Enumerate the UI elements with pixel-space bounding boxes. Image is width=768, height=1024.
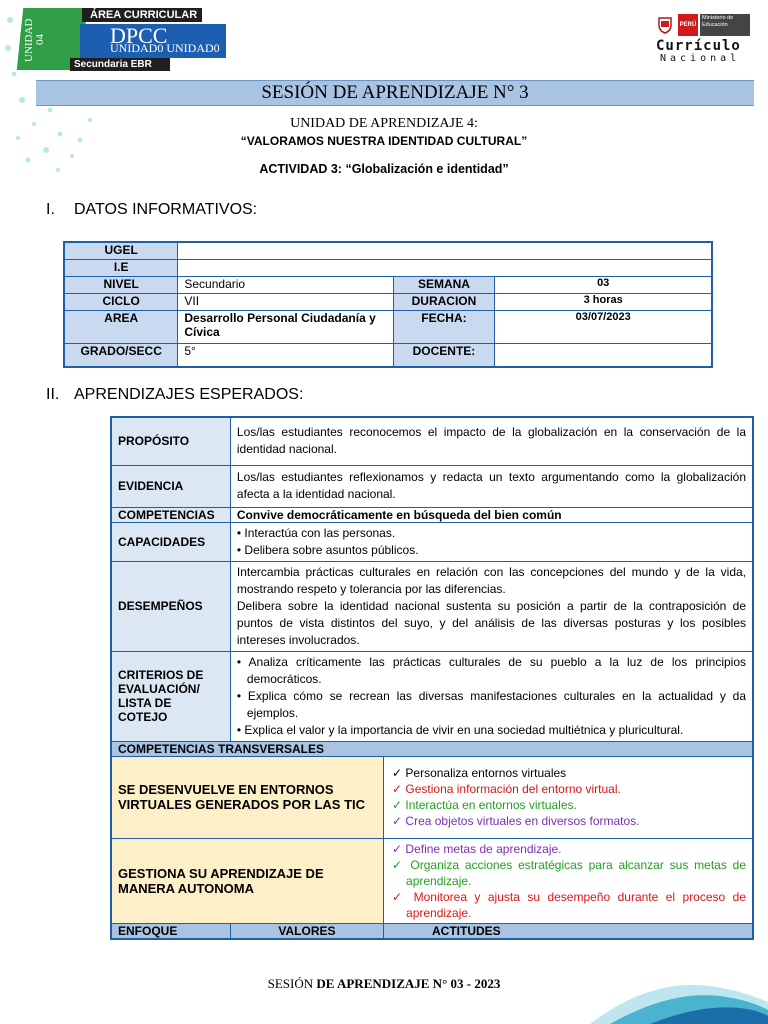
table-row [64,242,712,260]
table-row [111,651,753,741]
checklist-text: Monitorea y ajusta su desempeño durante el proceso de aprendizaje. [406,889,746,920]
criterios-list [230,651,753,741]
footer-prefix: SESIÓN [267,976,314,991]
semana-value: 03 [495,277,712,294]
desempenos-text [230,561,753,651]
section-aprendizajes-heading [46,386,303,404]
curriculo-logo-text: Currículo [656,38,741,54]
table-row [64,311,712,344]
ministerio-label: Ministerio de Educación [700,14,750,36]
table-row [64,344,712,368]
ie-label: I.E [64,260,178,277]
check-icon: ✓ [392,798,406,812]
checklist-text: Organiza acciones estratégicas para alcanzar sus metas de aprendizaje. [406,857,746,888]
ugel-label: UGEL [64,242,178,260]
table-row [111,741,753,756]
table-row [111,923,753,939]
proposito-text: Los/las estudiantes reconocemos el impacto de la globalización en la conservación de la identidad nacional. [230,417,753,465]
check-icon: ✓ [392,857,411,872]
fecha-label: FECHA: [393,311,495,344]
fecha-value: 03/07/2023 [495,311,712,344]
list-item: Intercambia prácticas culturales en relación con las concepciones del mundo y de la vida, mostrando respeto y tolerancia por las diferencias. [236,564,746,596]
page-title: SESIÓN DE APRENDIZAJE N° 3 [36,80,754,106]
checklist-item [390,797,746,813]
checklist-item [390,765,746,781]
footer-title: DE APRENDIZAJE N° 03 - 2023 [316,976,501,991]
area-value: Desarrollo Personal Ciudadanía y Cívica [178,311,393,344]
desempenos-label: DESEMPEÑOS [111,561,230,651]
table-row [111,756,753,838]
ciclo-label: CICLO [64,294,178,311]
duracion-label: DURACION [393,294,495,311]
gestiona-list [384,838,753,923]
transversales-band: COMPETENCIAS TRANSVERSALES [111,741,753,756]
unidad-name: “VALORAMOS NUESTRA IDENTIDAD CULTURAL” [240,134,528,148]
checklist-item [390,857,746,889]
table-row [111,561,753,651]
datos-table [63,241,713,368]
list-item: Delibera sobre la identidad nacional sustenta su posición a partir de la contraposición de puntos de vista distintos del suyo, y del análisis de las diversas posturas y los posibles intereses involucrados. [236,598,746,647]
capacidades-label: CAPACIDADES [111,522,230,561]
section-title: DATOS INFORMATIVOS: [74,201,258,218]
check-icon: ✓ [392,782,406,796]
competencias-label: COMPETENCIAS [111,507,230,522]
evidencia-label: EVIDENCIA [111,465,230,507]
checklist-item [390,841,746,857]
checklist-item [390,889,746,921]
docente-value[interactable] [495,344,712,368]
list-item: • Explica el valor y la importancia de vivir en una sociedad multiétnica y pluricultural. [236,722,684,737]
nacional-logo-text: Nacional [660,53,741,64]
table-row [64,277,712,294]
ie-value[interactable] [178,260,712,277]
semana-label: SEMANA [393,277,495,294]
table-row [64,260,712,277]
check-icon: ✓ [392,766,406,780]
table-row [111,507,753,522]
list-item: • Delibera sobre asuntos públicos. [236,542,419,557]
proposito-label: PROPÓSITO [111,417,230,465]
checklist-text: Personaliza entornos virtuales [405,766,567,780]
checklist-item [390,813,746,829]
peru-label: PERÚ [678,14,698,36]
table-row [111,838,753,923]
decorative-wave [590,968,768,1024]
capacidades-list [230,522,753,561]
table-row [111,522,753,561]
competencias-text: Convive democráticamente en búsqueda del bien común [230,507,753,522]
table-row [111,465,753,507]
duracion-value: 3 horas [495,294,712,311]
unidad-heading: UNIDAD DE APRENDIZAJE 4: [290,116,478,131]
list-item: • Interactúa con las personas. [236,525,396,540]
table-row [111,417,753,465]
grado-label: GRADO/SECC [64,344,178,368]
tic-label: SE DESENVUELVE EN ENTORNOS VIRTUALES GENERADOS POR LAS TIC [111,756,384,838]
docente-label: DOCENTE: [393,344,495,368]
secundaria-label: Secundaria EBR [70,58,170,71]
tic-list [384,756,753,838]
dpcc-title: DPCC [110,23,168,48]
check-icon: ✓ [392,889,414,904]
criterios-label: CRITERIOS DE EVALUACIÓN/ LISTA DE COTEJO [111,651,230,741]
section-datos-heading [46,201,257,219]
enfoque-header: ENFOQUE [111,923,230,939]
check-icon: ✓ [392,814,406,828]
table-row [64,294,712,311]
peru-shield-icon [656,16,674,34]
dpcc-subtitle: UNIDAD0 UNIDAD0 [110,41,220,55]
evidencia-text: Los/las estudiantes reflexionamos y redacta un texto argumentando como la globalización afecta a la identidad nacional. [230,465,753,507]
valores-header: VALORES [230,923,383,939]
aprendizajes-table [110,416,754,940]
checklist-item [390,781,746,797]
section-title: APRENDIZAJES ESPERADOS: [74,386,304,403]
actividad-heading: ACTIVIDAD 3: “Globalización e identidad” [259,162,509,176]
check-icon: ✓ [392,841,406,856]
section-number: II. [46,386,60,403]
area-label: AREA [64,311,178,344]
checklist-text: Define metas de aprendizaje. [405,841,562,856]
checklist-text: Gestiona información del entorno virtual. [405,782,621,796]
section-number: I. [46,201,55,218]
ugel-value[interactable] [178,242,712,260]
checklist-text: Interactúa en entornos virtuales. [405,798,577,812]
ciclo-value: VII [178,294,393,311]
checklist-text: Crea objetos virtuales en diversos formatos. [405,814,640,828]
area-curricular-label: ÁREA CURRICULAR [82,8,202,22]
list-item: • Explica cómo se recrean las diversas manifestaciones culturales en la actualidad y da ejemplos. [236,688,746,720]
gestiona-label: GESTIONA SU APRENDIZAJE DE MANERA AUTONOMA [111,838,384,923]
unit-tag: UNIDAD 04 [23,18,46,62]
list-item: • Analiza críticamente las prácticas culturales de su pueblo a la luz de los principios democráticos. [236,654,746,686]
actitudes-header: ACTITUDES [384,923,753,939]
nivel-value: Secundario [178,277,393,294]
nivel-label: NIVEL [64,277,178,294]
grado-value: 5° [178,344,393,368]
